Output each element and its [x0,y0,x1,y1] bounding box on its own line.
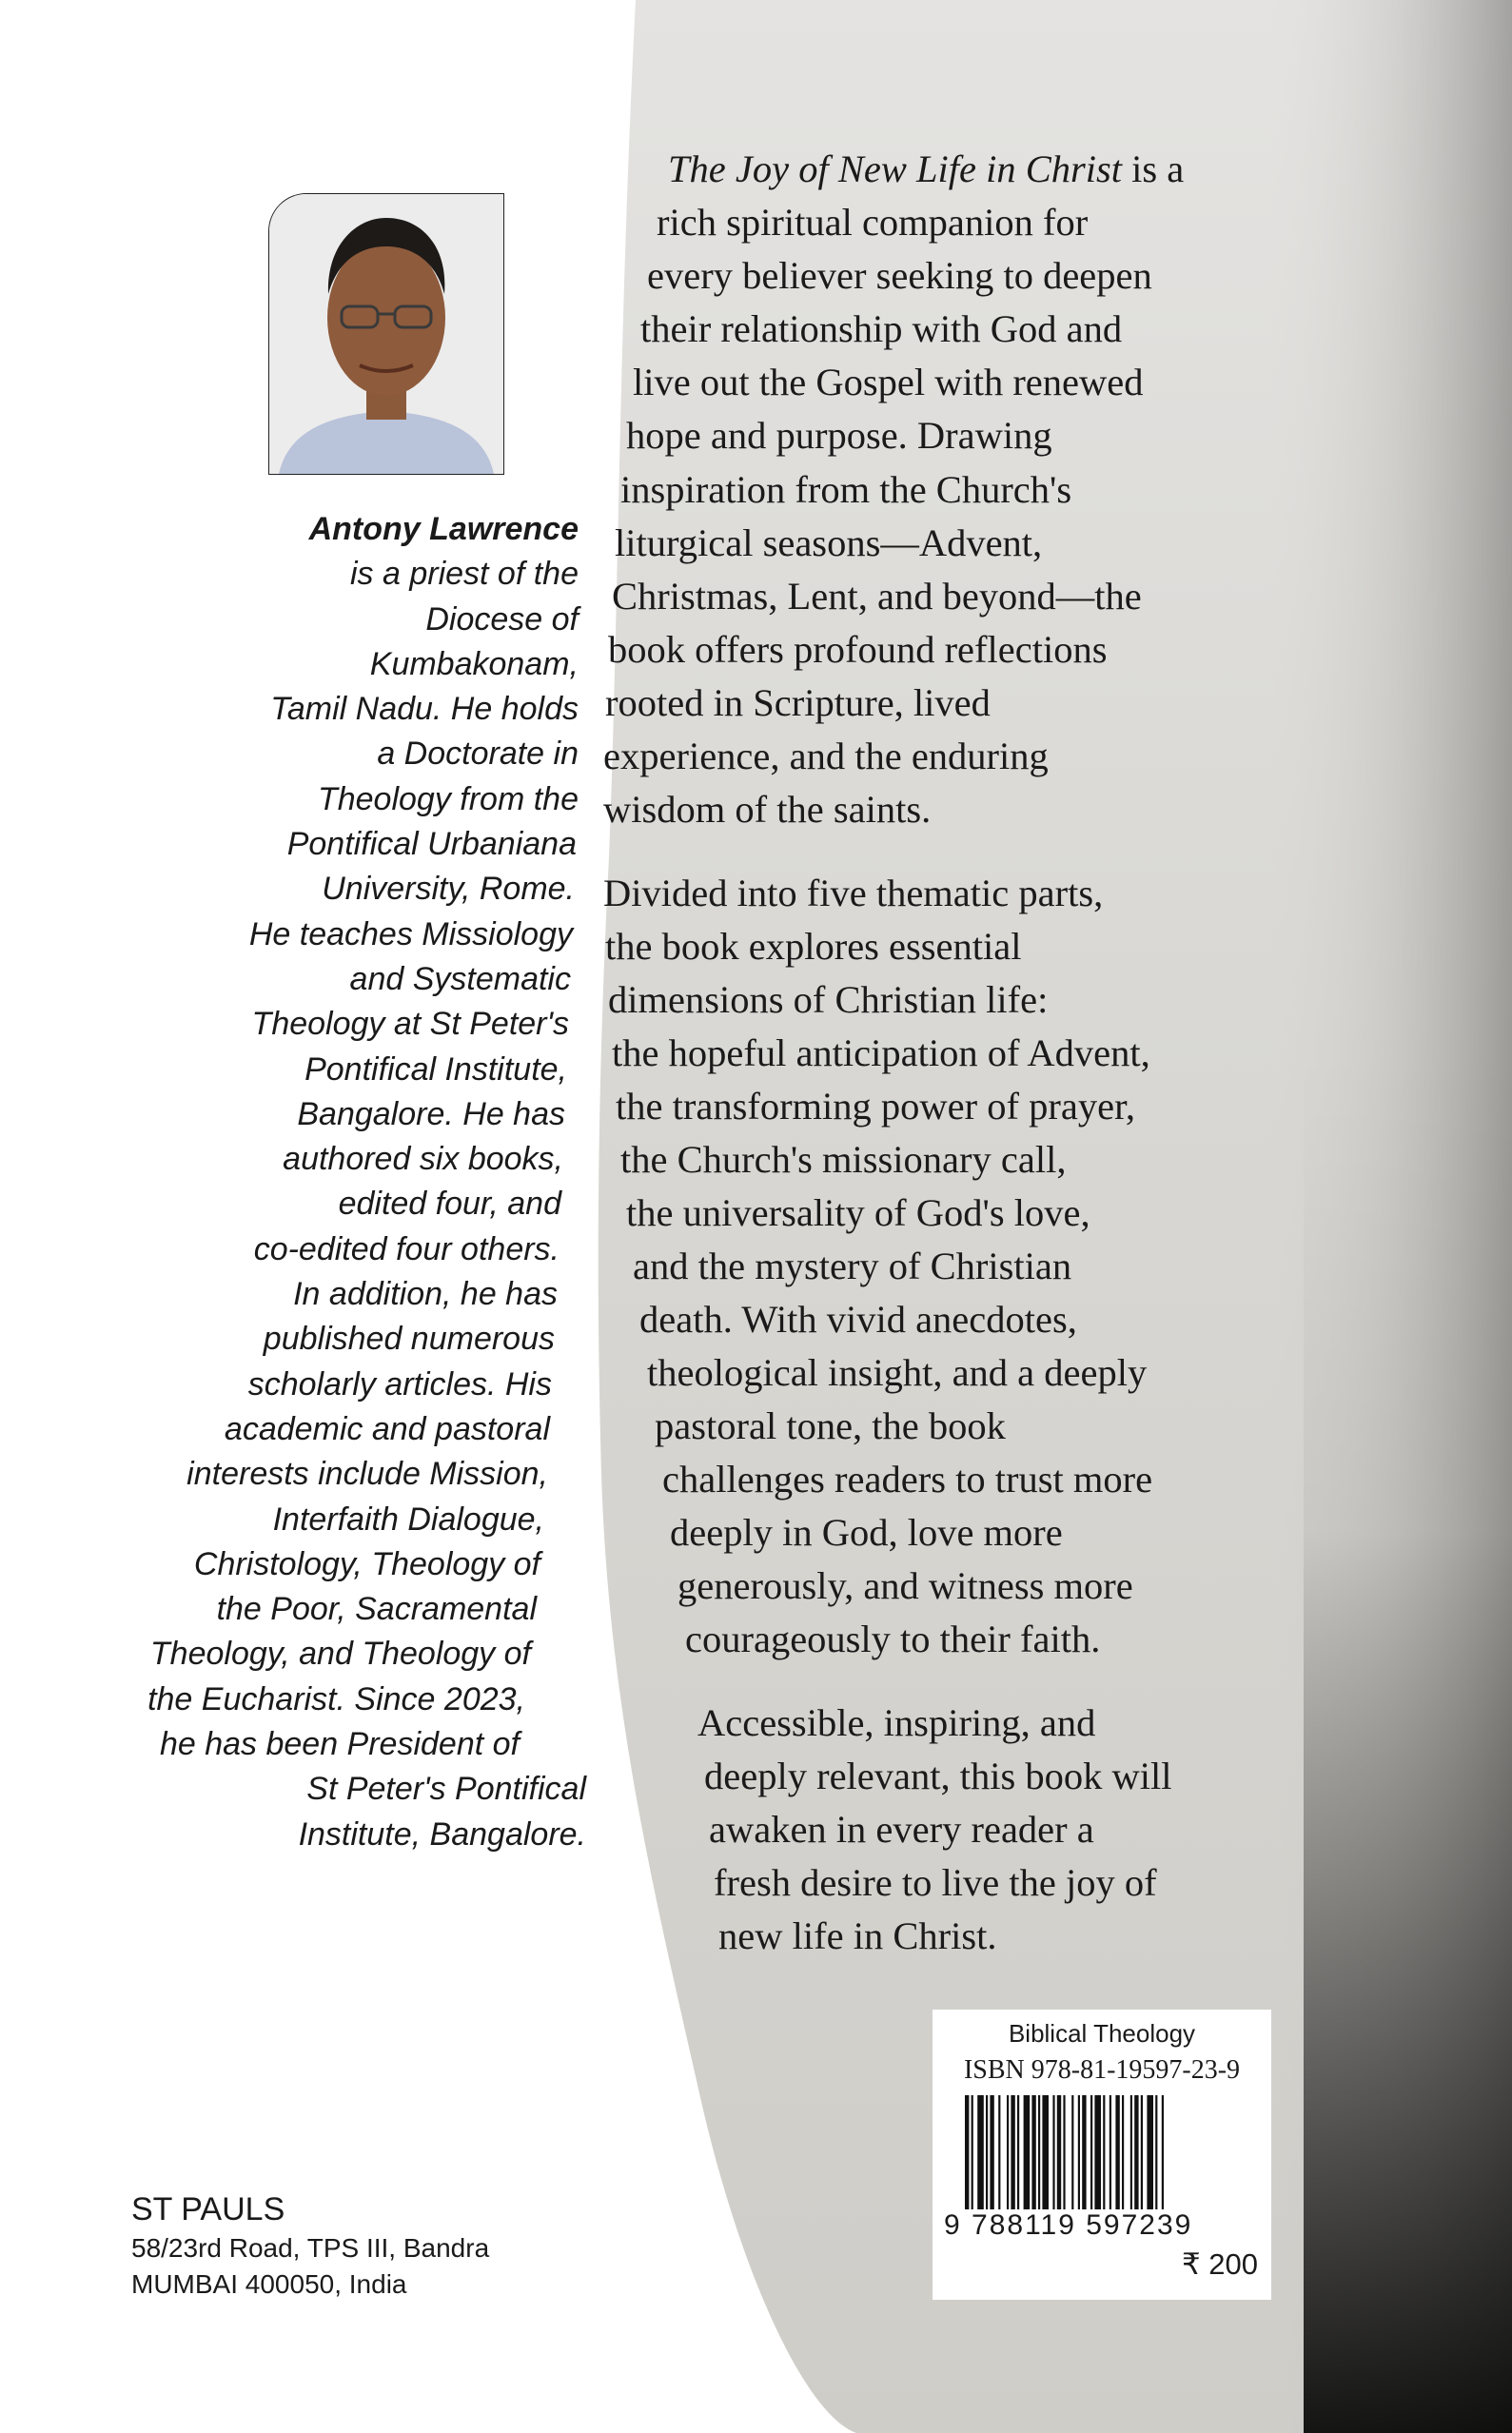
bio-line: the Poor, Sacramental [216,1591,537,1628]
blurb-line: fresh desire to live the joy of [714,1861,1157,1904]
price-label: ₹ 200 [1181,2247,1258,2281]
blurb-line: awaken in every reader a [709,1808,1094,1851]
bio-line: academic and pastoral [224,1410,550,1447]
barcode-bar [1057,2095,1061,2209]
barcode-bar [1038,2095,1040,2209]
bio-line: Interfaith Dialogue, [272,1501,544,1538]
barcode-bar [1071,2095,1073,2209]
publisher-name: ST PAULS [131,2191,285,2227]
blurb-line: deeply in God, love more [670,1511,1063,1554]
blurb-line: new life in Christ. [718,1914,997,1957]
bio-line: Theology, and Theology of [149,1636,531,1673]
blurb-line: inspiration from the Church's [620,468,1072,511]
barcode-bar [1130,2095,1132,2209]
blurb-line: Divided into five thematic parts, [603,872,1104,914]
bio-line: In addition, he has [293,1276,558,1313]
blurb-line: deeply relevant, this book will [704,1755,1172,1797]
barcode-bar [990,2095,993,2209]
barcode-bar [1017,2095,1019,2209]
bio-line: Christology, Theology of [193,1545,540,1582]
bio-line: Bangalore. He has [297,1095,565,1132]
blurb-line: Christmas, Lent, and beyond—the [612,575,1142,618]
bio-line: University, Rome. [322,871,575,908]
barcode-box [933,2010,1271,2300]
barcode-digits: 9 788119 597239 [944,2209,1193,2241]
barcode-bar [1162,2095,1164,2209]
blurb-line: liturgical seasons—Advent, [615,521,1043,564]
barcode-bar [1155,2095,1157,2209]
blurb-line: every believer seeking to deepen [647,254,1152,297]
bio-line: co-edited four others. [253,1230,560,1267]
barcode-bar [1011,2095,1014,2209]
bio-line: Theology at St Peter's [251,1006,569,1043]
barcode-bar [1109,2095,1111,2209]
bio-line: Tamil Nadu. He holds [270,691,579,728]
blurb-line: the book explores essential [605,925,1022,968]
blurb-line: the hopeful anticipation of Advent, [612,1031,1150,1074]
blurb-line: the universality of God's love, [626,1191,1090,1234]
barcode-bar [1007,2095,1009,2209]
blurb-line: book offers profound reflections [608,628,1108,671]
bio-line: He teaches Missiology [248,915,573,952]
blurb-line: and the mystery of Christian [633,1245,1072,1287]
bio-line: interests include Mission, [187,1456,548,1493]
barcode-bar [1147,2095,1153,2209]
blurb-line: generously, and witness more [677,1564,1133,1607]
barcode-bar [1024,2095,1031,2209]
publisher-address-line: 58/23rd Road, TPS III, Bandra [131,2233,490,2263]
bio-line: Pontifical Urbaniana [286,826,577,863]
blurb-text: is a [1122,147,1185,190]
author-name: Antony Lawrence [308,511,579,547]
barcode-bar [1031,2095,1035,2209]
bio-line: Theology from the [317,780,579,817]
bio-line: St Peter's Pontifical [306,1771,586,1808]
author-bio [112,507,586,1857]
barcode-bar [1141,2095,1143,2209]
barcode-bar [1090,2095,1092,2209]
barcode-bar [1134,2095,1138,2209]
bio-line: authored six books, [283,1141,563,1178]
bio-line: edited four, and [338,1186,561,1223]
barcode-bar [1063,2095,1065,2209]
bio-line: the Eucharist. Since 2023, [147,1680,525,1717]
blurb-line: rich spiritual companion for [657,201,1089,244]
barcode-bar [1052,2095,1054,2209]
blurb-line: challenges readers to trust more [662,1458,1153,1501]
bio-line: is a priest of the [349,556,579,593]
barcode-bar [986,2095,988,2209]
blurb-line: the transforming power of prayer, [616,1085,1136,1128]
isbn-label: ISBN 978-81-19597-23-9 [963,2055,1241,2085]
right-edge-dark [1304,1047,1512,2433]
barcode-bar [1082,2095,1086,2209]
bio-line: and Systematic [349,960,571,997]
bio-line: Kumbakonam, [369,645,579,682]
book-category: Biblical Theology [1008,2019,1196,2048]
blurb-line: Accessible, inspiring, and [697,1701,1096,1744]
blurb-line: death. With vivid anecdotes, [639,1298,1077,1341]
blurb-line: their relationship with God and [640,307,1123,350]
blurb-line-first [668,143,1184,196]
book-title: The Joy of New Life in Christ [668,147,1123,190]
barcode-bar [965,2095,969,2209]
blurb-line: hope and purpose. Drawing [626,414,1052,457]
author-photo [268,193,504,475]
bio-line: Institute, Bangalore. [298,1815,586,1853]
barcode-bar [998,2095,1000,2209]
barcode-bar [1122,2095,1124,2209]
bio-line: Diocese of [425,600,579,638]
bio-line: scholarly articles. His [247,1365,552,1403]
barcode-bar [1078,2095,1080,2209]
blurb-line: courageously to their faith. [685,1618,1101,1660]
barcode-bar [1094,2095,1101,2209]
barcode-bar [1103,2095,1105,2209]
barcode-bar [1115,2095,1119,2209]
blurb-line: dimensions of Christian life: [608,978,1049,1021]
blurb-line: wisdom of the saints. [603,788,932,831]
barcode-icon [965,2095,1241,2209]
publisher-imprint [131,2188,489,2303]
blurb-line: pastoral tone, the book [655,1404,1006,1447]
author-portrait-icon [269,194,503,474]
blurb-line: theological insight, and a deeply [647,1351,1148,1394]
bio-line: Pontifical Institute, [304,1050,567,1088]
blurb-line: the Church's missionary call, [620,1138,1067,1181]
bio-line: a Doctorate in [377,736,579,773]
barcode-bar [1042,2095,1049,2209]
blurb-line: experience, and the enduring [603,735,1049,777]
barcode-bar [972,2095,973,2209]
publisher-address-line: MUMBAI 400050, India [131,2269,407,2299]
blurb-line: live out the Gospel with renewed [633,361,1144,403]
bio-line: published numerous [263,1321,555,1358]
barcode-bar [977,2095,984,2209]
blurb-line: rooted in Scripture, lived [605,681,991,724]
bio-line: he has been President of [159,1726,520,1763]
